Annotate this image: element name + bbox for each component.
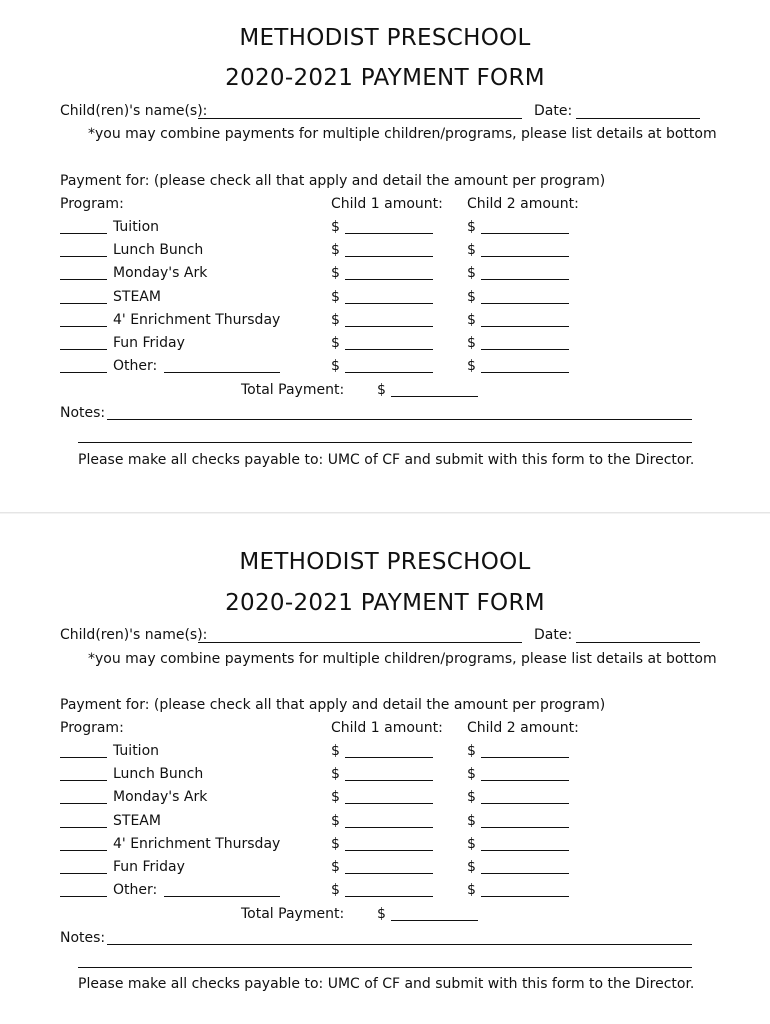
child1-amount-field[interactable] <box>345 850 433 851</box>
dollar-sign: $ <box>331 836 340 852</box>
child1-amount-label: Child 1 amount: <box>331 720 443 736</box>
child1-amount-field[interactable] <box>345 803 433 804</box>
dollar-sign: $ <box>331 882 340 898</box>
payment-form-bottom <box>0 514 770 1024</box>
program-name: STEAM <box>113 813 161 829</box>
notes-field-line2[interactable] <box>78 967 692 968</box>
child2-amount-field[interactable] <box>481 803 569 804</box>
child2-amount-field[interactable] <box>481 256 569 257</box>
dollar-sign: $ <box>467 265 476 281</box>
combine-note: *you may combine payments for multiple children/programs, please list details at bottom <box>88 651 717 667</box>
dollar-sign: $ <box>331 335 340 351</box>
notes-field-line2[interactable] <box>78 442 692 443</box>
dollar-sign: $ <box>467 766 476 782</box>
notes-label: Notes: <box>60 930 106 946</box>
child1-amount-field[interactable] <box>345 256 433 257</box>
program-check-field[interactable] <box>60 873 107 874</box>
program-name: Monday's Ark <box>113 789 208 805</box>
child1-amount-field[interactable] <box>345 303 433 304</box>
dollar-sign: $ <box>467 789 476 805</box>
child2-amount-field[interactable] <box>481 349 569 350</box>
program-name: Monday's Ark <box>113 265 208 281</box>
program-name: Fun Friday <box>113 335 185 351</box>
payment-for-label: Payment for: (please check all that apply and detail the amount per program) <box>60 173 606 189</box>
dollar-sign: $ <box>377 906 386 922</box>
dollar-sign: $ <box>331 242 340 258</box>
dollar-sign: $ <box>467 289 476 305</box>
child2-amount-field[interactable] <box>481 303 569 304</box>
dollar-sign: $ <box>467 242 476 258</box>
form-title: 2020-2021 PAYMENT FORM <box>225 590 545 616</box>
total-payment-field[interactable] <box>391 396 478 397</box>
program-check-field[interactable] <box>60 349 107 350</box>
dollar-sign: $ <box>331 219 340 235</box>
dollar-sign: $ <box>331 358 340 374</box>
notes-field[interactable] <box>107 944 692 945</box>
child1-amount-field[interactable] <box>345 349 433 350</box>
dollar-sign: $ <box>331 265 340 281</box>
child1-amount-field[interactable] <box>345 326 433 327</box>
program-check-field[interactable] <box>60 827 107 828</box>
child1-amount-field[interactable] <box>345 827 433 828</box>
child1-amount-field[interactable] <box>345 896 433 897</box>
dollar-sign: $ <box>467 859 476 875</box>
dollar-sign: $ <box>467 836 476 852</box>
date-label: Date: <box>534 103 573 119</box>
date-label: Date: <box>534 627 573 643</box>
child2-amount-field[interactable] <box>481 326 569 327</box>
program-check-field[interactable] <box>60 896 107 897</box>
program-check-field[interactable] <box>60 757 107 758</box>
dollar-sign: $ <box>467 358 476 374</box>
dollar-sign: $ <box>331 289 340 305</box>
child1-amount-field[interactable] <box>345 757 433 758</box>
child1-amount-field[interactable] <box>345 233 433 234</box>
dollar-sign: $ <box>467 813 476 829</box>
other-program-field[interactable] <box>164 372 280 373</box>
child2-amount-field[interactable] <box>481 372 569 373</box>
program-name: 4' Enrichment Thursday <box>113 836 281 852</box>
school-name: METHODIST PRESCHOOL <box>239 25 531 51</box>
children-name-field[interactable] <box>198 642 522 643</box>
dollar-sign: $ <box>467 882 476 898</box>
school-name: METHODIST PRESCHOOL <box>239 549 531 575</box>
dollar-sign: $ <box>331 813 340 829</box>
program-name: Tuition <box>113 219 160 235</box>
total-payment-label: Total Payment: <box>241 382 345 398</box>
child2-amount-field[interactable] <box>481 279 569 280</box>
dollar-sign: $ <box>331 789 340 805</box>
other-program-field[interactable] <box>164 896 280 897</box>
program-name: Other: <box>113 358 158 374</box>
child2-amount-field[interactable] <box>481 233 569 234</box>
dollar-sign: $ <box>377 382 386 398</box>
program-check-field[interactable] <box>60 326 107 327</box>
child1-amount-field[interactable] <box>345 279 433 280</box>
notes-field[interactable] <box>107 419 692 420</box>
footer-instructions: Please make all checks payable to: UMC of CF and submit with this form to the Director. <box>78 452 695 468</box>
children-name-label: Child(ren)'s name(s): <box>60 103 208 119</box>
program-name: 4' Enrichment Thursday <box>113 312 281 328</box>
payment-for-label: Payment for: (please check all that apply and detail the amount per program) <box>60 697 606 713</box>
program-check-field[interactable] <box>60 372 107 373</box>
program-name: Fun Friday <box>113 859 185 875</box>
children-name-label: Child(ren)'s name(s): <box>60 627 208 643</box>
program-check-field[interactable] <box>60 256 107 257</box>
child2-amount-field[interactable] <box>481 873 569 874</box>
program-name: Lunch Bunch <box>113 242 204 258</box>
child2-amount-field[interactable] <box>481 757 569 758</box>
children-name-field[interactable] <box>198 118 522 119</box>
dollar-sign: $ <box>467 219 476 235</box>
dollar-sign: $ <box>331 743 340 759</box>
notes-label: Notes: <box>60 405 106 421</box>
child2-amount-field[interactable] <box>481 850 569 851</box>
child2-amount-field[interactable] <box>481 827 569 828</box>
total-payment-label: Total Payment: <box>241 906 345 922</box>
child1-amount-field[interactable] <box>345 873 433 874</box>
child2-amount-field[interactable] <box>481 896 569 897</box>
program-check-field[interactable] <box>60 780 107 781</box>
dollar-sign: $ <box>467 312 476 328</box>
program-check-field[interactable] <box>60 850 107 851</box>
program-check-field[interactable] <box>60 233 107 234</box>
program-name: STEAM <box>113 289 161 305</box>
program-name: Other: <box>113 882 158 898</box>
child1-amount-field[interactable] <box>345 780 433 781</box>
program-label: Program: <box>60 720 124 736</box>
combine-note: *you may combine payments for multiple children/programs, please list details at bottom <box>88 126 717 142</box>
footer-instructions: Please make all checks payable to: UMC of CF and submit with this form to the Director. <box>78 976 695 992</box>
program-name: Lunch Bunch <box>113 766 204 782</box>
dollar-sign: $ <box>331 766 340 782</box>
dollar-sign: $ <box>331 312 340 328</box>
child1-amount-label: Child 1 amount: <box>331 196 443 212</box>
program-name: Tuition <box>113 743 160 759</box>
child1-amount-field[interactable] <box>345 372 433 373</box>
dollar-sign: $ <box>467 335 476 351</box>
program-check-field[interactable] <box>60 303 107 304</box>
program-check-field[interactable] <box>60 803 107 804</box>
form-title: 2020-2021 PAYMENT FORM <box>225 65 545 91</box>
child2-amount-label: Child 2 amount: <box>467 196 579 212</box>
child2-amount-label: Child 2 amount: <box>467 720 579 736</box>
date-field[interactable] <box>576 118 700 119</box>
dollar-sign: $ <box>331 859 340 875</box>
total-payment-field[interactable] <box>391 920 478 921</box>
program-label: Program: <box>60 196 124 212</box>
date-field[interactable] <box>576 642 700 643</box>
program-check-field[interactable] <box>60 279 107 280</box>
dollar-sign: $ <box>467 743 476 759</box>
child2-amount-field[interactable] <box>481 780 569 781</box>
